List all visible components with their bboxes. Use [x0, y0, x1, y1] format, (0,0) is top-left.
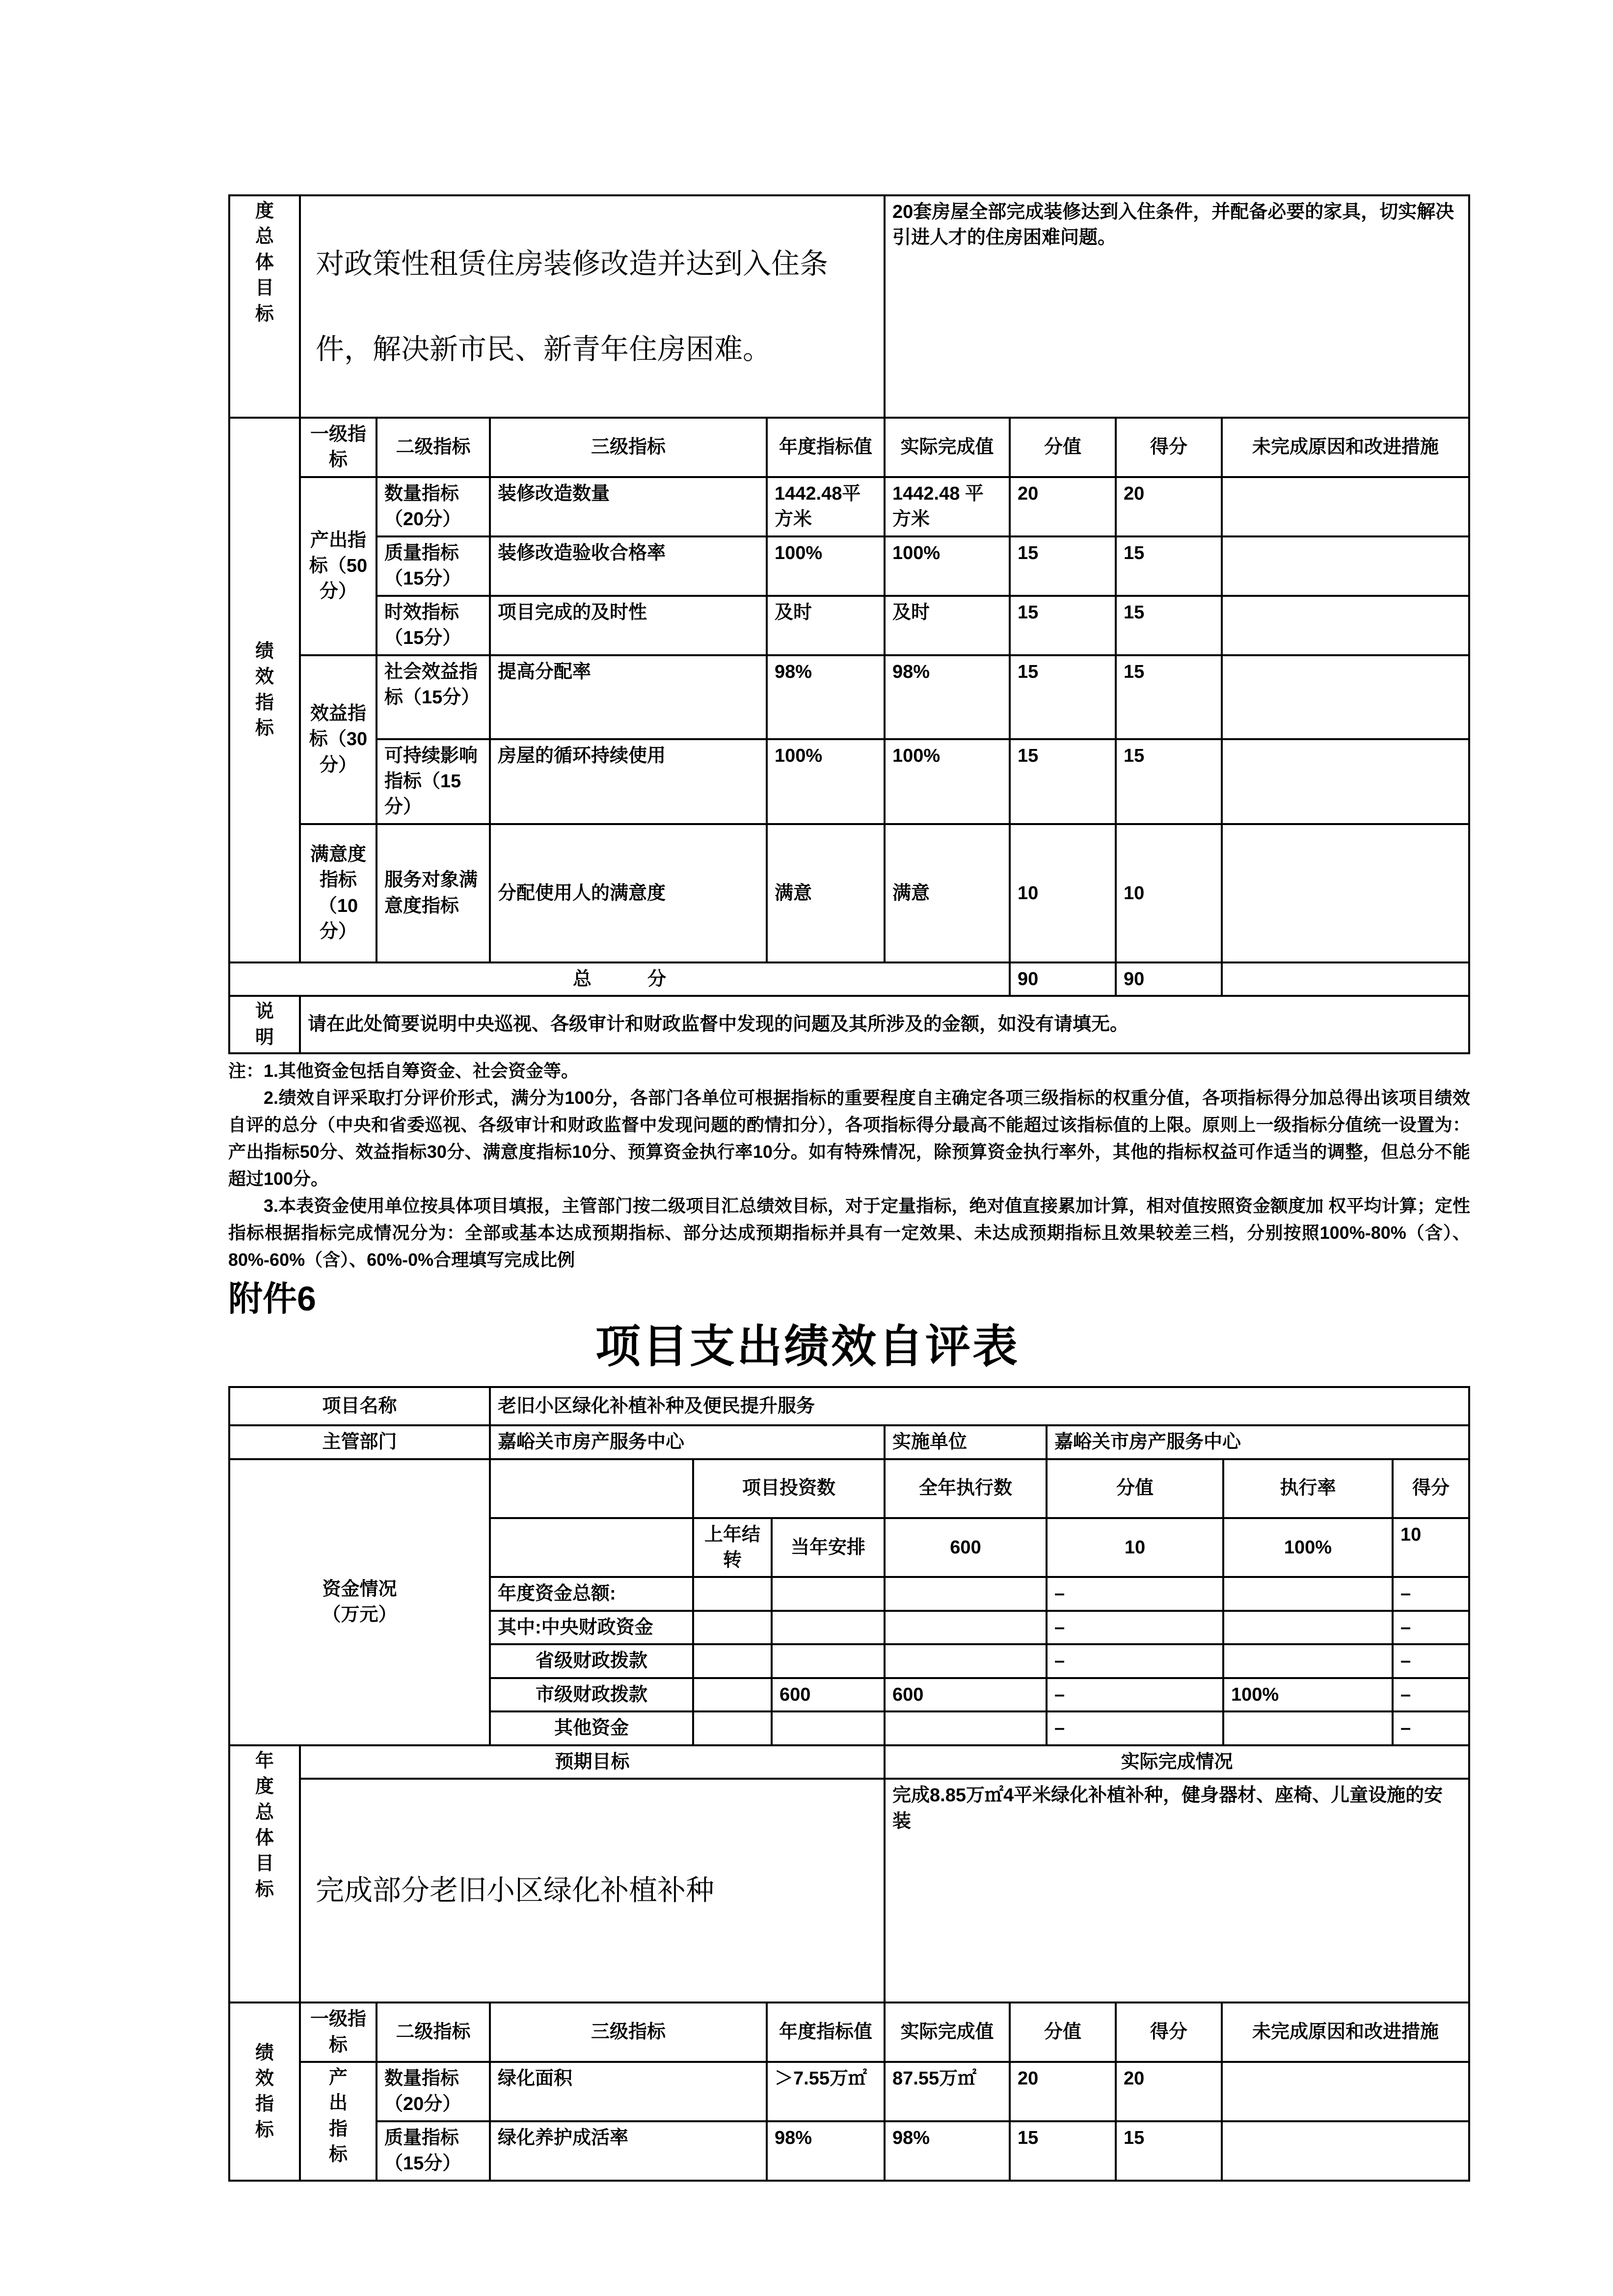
cell — [1222, 2121, 1469, 2181]
cell — [885, 1611, 1047, 1644]
cell: 98% — [767, 2121, 885, 2181]
cell: 时效指标（15分） — [376, 596, 490, 655]
cell: 绿化养护成活率 — [490, 2121, 767, 2181]
footnote: 3.本表资金使用单位按具体项目填报，主管部门按二级项目汇总绩效目标，对于定量指标，绝对值直接累加计算，相对值按照资金额度加 权平均计算；定性指标根据指标完成情况分为：全部或基本达成预期指标、部分达成预期指标并具有一定效果、未达成预期指标且效果较差三档，分别按照100%-80%（含）、80%-60%（含）、60%-0%合理填写完成比例 — [228, 1196, 1470, 1270]
document-sheet — [228, 194, 1470, 2182]
cell: 1442.48平方米 — [767, 477, 885, 536]
cell — [772, 1611, 885, 1644]
table-row — [229, 655, 1469, 739]
cell: 20 — [1010, 2062, 1116, 2121]
header-cell: 执行率 — [1223, 1459, 1393, 1518]
cell — [693, 1644, 772, 1678]
header-cell: 未完成原因和改进措施 — [1222, 2002, 1469, 2062]
cell: ＞7.55万㎡ — [767, 2062, 885, 2121]
header-cell: 三级指标 — [490, 2002, 767, 2062]
goal-label: 度总体目标 — [229, 195, 300, 418]
cell: 15 — [1116, 655, 1222, 739]
cell: 20 — [1116, 2062, 1222, 2121]
cell — [1223, 1577, 1393, 1610]
cell: – — [1047, 1644, 1223, 1678]
cell: 87.55万㎡ — [885, 2062, 1010, 2121]
cell — [885, 1644, 1047, 1678]
cell — [1222, 596, 1469, 655]
cell: 15 — [1010, 536, 1116, 596]
header-cell: 分值 — [1010, 2002, 1116, 2062]
cell — [693, 1577, 772, 1610]
cell: – — [1047, 1577, 1223, 1610]
score-value: 10 — [1047, 1518, 1223, 1577]
cell: 质量指标（15分） — [376, 536, 490, 596]
note-label: 说明 — [229, 996, 300, 1053]
header-cell: 得分 — [1116, 418, 1222, 477]
cell: 600 — [885, 1678, 1047, 1711]
dept-label: 主管部门 — [229, 1425, 490, 1459]
goal-expected: 完成部分老旧小区绿化补植补种 — [300, 1779, 885, 2002]
cell: 满意 — [767, 824, 885, 962]
performance-table-current — [228, 1744, 1470, 2182]
cell — [1223, 1644, 1393, 1678]
footnote: 注：1.其他资金包括自筹资金、社会资金等。 — [228, 1061, 579, 1081]
header-cell: 未完成原因和改进措施 — [1222, 418, 1469, 477]
table-row — [229, 739, 1469, 824]
cell: 100% — [767, 739, 885, 824]
header-cell: 得分 — [1116, 2002, 1222, 2062]
expected-header: 预期目标 — [300, 1745, 885, 1779]
goal-actual: 20套房屋全部完成装修达到入住条件，并配备必要的家具，切实解决引进人才的住房困难问题。 — [885, 195, 1469, 418]
cell: – — [1393, 1678, 1469, 1711]
performance-table-previous — [228, 194, 1470, 1054]
table-row — [229, 477, 1469, 536]
cell: 100% — [885, 739, 1010, 824]
cell: 20 — [1116, 477, 1222, 536]
cell: 10 — [1116, 824, 1222, 962]
annual-exec: 600 — [885, 1518, 1047, 1577]
cell: 年度资金总额: — [490, 1577, 693, 1610]
perf-label: 绩效指标 — [229, 418, 300, 962]
cell: 15 — [1116, 2121, 1222, 2181]
cell: 装修改造验收合格率 — [490, 536, 767, 596]
actual-header: 实际完成情况 — [885, 1745, 1469, 1779]
cell: 其中:中央财政资金 — [490, 1611, 693, 1644]
cell: 15 — [1010, 739, 1116, 824]
header-cell: 得分 — [1393, 1459, 1469, 1518]
cell: – — [1393, 1711, 1469, 1745]
cell: 数量指标（20分） — [376, 477, 490, 536]
cell: 15 — [1116, 536, 1222, 596]
cell: 100% — [1223, 1678, 1393, 1711]
cell: 质量指标（15分） — [376, 2121, 490, 2181]
cell — [693, 1611, 772, 1644]
cell: 其他资金 — [490, 1711, 693, 1745]
group-output: 产出指标 — [300, 2062, 376, 2181]
header-cell: 三级指标 — [490, 418, 767, 477]
cell: 市级财政拨款 — [490, 1678, 693, 1711]
cell: 及时 — [885, 596, 1010, 655]
blank-cell — [490, 1459, 693, 1518]
cell: 绿化面积 — [490, 2062, 767, 2121]
cell: 社会效益指标（15分） — [376, 655, 490, 739]
cell: – — [1047, 1611, 1223, 1644]
table-row — [229, 2062, 1469, 2121]
cell: 可持续影响指标（15分） — [376, 739, 490, 824]
cell — [885, 1711, 1047, 1745]
funding-table — [228, 1386, 1470, 1746]
group-output: 产出指标（50分） — [300, 477, 376, 655]
cell: – — [1393, 1644, 1469, 1678]
cell: 服务对象满意度指标 — [376, 824, 490, 962]
cell — [1222, 824, 1469, 962]
cell — [1222, 477, 1469, 536]
cell: 98% — [767, 655, 885, 739]
blank-cell — [490, 1518, 693, 1577]
cell — [1222, 536, 1469, 596]
header-cell: 一级指标 — [300, 418, 376, 477]
cell: 分配使用人的满意度 — [490, 824, 767, 962]
cell — [772, 1711, 885, 1745]
header-cell: 二级指标 — [376, 418, 490, 477]
cell: 100% — [767, 536, 885, 596]
cell — [1222, 739, 1469, 824]
perf-label: 绩效指标 — [229, 2002, 300, 2181]
dept-value: 嘉峪关市房产服务中心 — [490, 1425, 885, 1459]
impl-value: 嘉峪关市房产服务中心 — [1047, 1425, 1469, 1459]
sub-header: 上年结转 — [693, 1518, 772, 1577]
cell — [1223, 1611, 1393, 1644]
cell: 100% — [885, 536, 1010, 596]
cell — [885, 1577, 1047, 1610]
header-cell: 实际完成值 — [885, 2002, 1010, 2062]
cell: 数量指标（20分） — [376, 2062, 490, 2121]
table-row — [229, 536, 1469, 596]
footnote: 2.绩效自评采取打分评价形式，满分为100分，各部门各单位可根据指标的重要程度自主确定各项三级指标的权重分值，各项指标得分加总得出该项目绩效自评的总分（中央和省委巡视、各级审计和财政监督中发现问题的酌情扣分），各项指标得分最高不能超过该指标值的上限。原则上一级指标分值统一设置为：产出指标50分、效益指标30分、满意度指标10分、预算资金执行率10分。如有特殊情况，除预算资金执行率外，其他的指标权益可作适当的调整，但总分不能超过100分。 — [228, 1088, 1470, 1189]
footnotes — [228, 1057, 1470, 1273]
group-benefit: 效益指标（30分） — [300, 655, 376, 824]
cell: 15 — [1116, 596, 1222, 655]
total-value: 90 — [1010, 962, 1116, 996]
cell: 1442.48 平方米 — [885, 477, 1010, 536]
cell — [693, 1711, 772, 1745]
cell: 15 — [1010, 596, 1116, 655]
goal-expected: 对政策性租赁住房装修改造并达到入住条件，解决新市民、新青年住房困难。 — [300, 195, 885, 418]
cell — [1222, 655, 1469, 739]
project-name: 老旧小区绿化补植补种及便民提升服务 — [490, 1387, 1469, 1425]
cell — [1223, 1711, 1393, 1745]
project-name-label: 项目名称 — [229, 1387, 490, 1425]
header-cell: 年度指标值 — [767, 2002, 885, 2062]
header-cell: 项目投资数 — [693, 1459, 885, 1518]
cell: 98% — [885, 655, 1010, 739]
note-text: 请在此处简要说明中央巡视、各级审计和财政监督中发现的问题及其所涉及的金额，如没有请填无。 — [300, 996, 1469, 1053]
header-cell: 年度指标值 — [767, 418, 885, 477]
header-cell: 分值 — [1010, 418, 1116, 477]
page-title: 项目支出绩效自评表 — [595, 1322, 1020, 1372]
header-cell: 一级指标 — [300, 2002, 376, 2062]
cell — [693, 1678, 772, 1711]
cell — [1222, 2062, 1469, 2121]
cell: 提高分配率 — [490, 655, 767, 739]
header-cell: 实际完成值 — [885, 418, 1010, 477]
cell: 房屋的循环持续使用 — [490, 739, 767, 824]
cell: 满意 — [885, 824, 1010, 962]
funds-label: 资金情况（万元） — [229, 1459, 490, 1745]
table-row — [229, 596, 1469, 655]
cell: 装修改造数量 — [490, 477, 767, 536]
cell: 600 — [772, 1678, 885, 1711]
header-cell: 分值 — [1047, 1459, 1223, 1518]
annex-label: 附件6 — [228, 1280, 316, 1318]
cell: 及时 — [767, 596, 885, 655]
total-score: 90 — [1116, 962, 1222, 996]
cell: – — [1047, 1678, 1223, 1711]
total-label: 总 分 — [229, 962, 1010, 996]
cell: 20 — [1010, 477, 1116, 536]
goal-actual: 完成8.85万㎡4平米绿化补植补种，健身器材、座椅、儿童设施的安装 — [885, 1779, 1469, 2002]
score: 10 — [1393, 1518, 1469, 1577]
header-cell: 二级指标 — [376, 2002, 490, 2062]
sub-header: 当年安排 — [772, 1518, 885, 1577]
header-cell: 全年执行数 — [885, 1459, 1047, 1518]
group-satisfaction: 满意度指标（10分） — [300, 824, 376, 962]
cell: 15 — [1010, 655, 1116, 739]
cell — [772, 1644, 885, 1678]
impl-label: 实施单位 — [885, 1425, 1047, 1459]
total-remark — [1222, 962, 1469, 996]
cell: 省级财政拨款 — [490, 1644, 693, 1678]
cell: – — [1047, 1711, 1223, 1745]
table-row — [229, 824, 1469, 962]
cell: 10 — [1010, 824, 1116, 962]
table-row — [229, 2121, 1469, 2181]
exec-rate: 100% — [1223, 1518, 1393, 1577]
cell — [772, 1577, 885, 1610]
cell: 15 — [1010, 2121, 1116, 2181]
cell: – — [1393, 1577, 1469, 1610]
cell: 项目完成的及时性 — [490, 596, 767, 655]
goal-label: 年度总体目标 — [229, 1745, 300, 2002]
cell: 98% — [885, 2121, 1010, 2181]
cell: – — [1393, 1611, 1469, 1644]
cell: 15 — [1116, 739, 1222, 824]
